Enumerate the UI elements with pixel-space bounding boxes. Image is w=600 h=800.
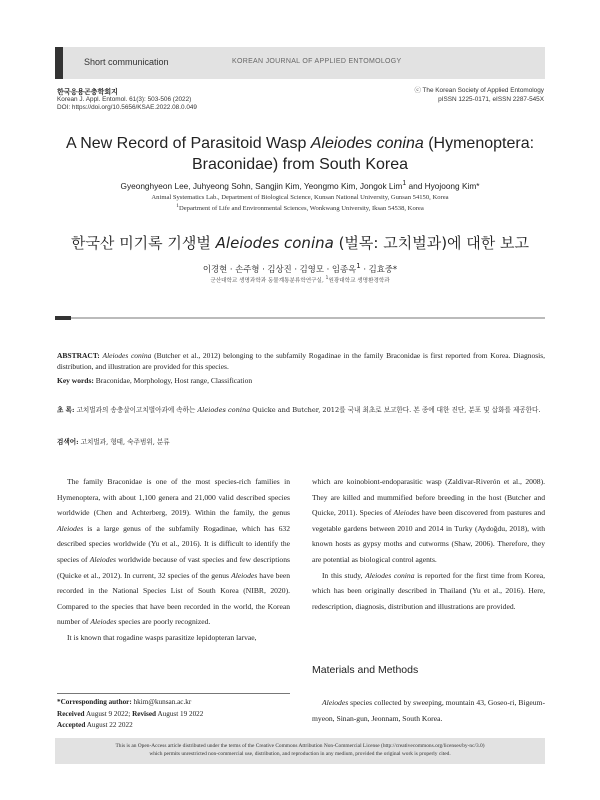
text: In this study, <box>322 570 366 580</box>
affiliation-2: Department of Life and Environmental Sciences, Wonkwang University, Iksan 54538, Korea <box>178 205 424 213</box>
abstract-label: ABSTRACT: <box>57 351 100 360</box>
korean-authors <box>55 262 545 275</box>
text: The family Braconidae is one of the most species-rich families in Hymenoptera, with about 1,100 genera and 21,000 valid described species worldwide (Chen and Achterberg, 2019). Within the family, the genus <box>57 477 290 518</box>
text: worldwide because of vast species and few descriptions (Quicke et al., 2012). In current, 32 species of the genus <box>57 554 290 580</box>
korean-keywords-label: 검색어: <box>57 438 79 446</box>
received-date: August 9 2022; <box>84 709 133 718</box>
paragraph-2: It is known that rogadine wasps parasitize lepidopteran larvae, <box>67 632 257 642</box>
issn: pISSN 1225-0171, eISSN 2287-545X <box>438 95 544 103</box>
footnote-divider <box>57 693 290 694</box>
korean-abstract-text: Quicke and Butcher, 2012를 국내 최초로 보고한다. 본 종에 대한 진단, 분포 및 삽화를 제공한다. <box>250 406 541 414</box>
abstract-species: Aleiodes conina <box>102 351 152 360</box>
footnote <box>57 697 203 732</box>
divider-accent <box>55 316 71 320</box>
text: species are poorly recognized. <box>116 617 211 627</box>
korean-abstract-species: Aleiodes conina <box>197 406 251 414</box>
corresponding-label: *Corresponding author: <box>57 698 132 706</box>
accepted-date: August 22 2022 <box>85 721 133 729</box>
header-bar-accent <box>55 47 63 79</box>
author-sup: 1 <box>402 180 407 187</box>
received-label: Received <box>57 709 85 718</box>
paragraph-1 <box>57 474 290 630</box>
text: have been recorded in the National Species List of South Korea (NIBR, 2020). Compared to the species that have been recorded in the world, the Korean number of <box>57 570 291 627</box>
paragraph-3 <box>312 474 545 568</box>
abstract-text: (Butcher et al., 2012) belonging to the subfamily Rogadinae in the family Braconidae is first reported from Korea. Diagnosis, distribution, and illustration are provided for this species. <box>57 351 546 371</box>
korean-affiliations <box>55 276 545 284</box>
text: is reported for the first time from Korea, which has been originally described in Thailand (Yu et al., 2016). Here, redescription, diagnosis, distribution and illustrations are provided. <box>312 570 546 611</box>
title-species: Aleiodes conina <box>310 135 424 152</box>
title-line2: Braconidae) from South Korea <box>191 156 409 173</box>
society: ⓒ The Korean Society of Applied Entomology <box>414 87 544 94</box>
revised-date: August 19 2022 <box>156 709 204 718</box>
korean-author-names: 이경현 · 손주형 · 김상진 · 김영모 · 임종옥 <box>202 263 357 274</box>
genus: Aleiodes <box>322 698 349 707</box>
korean-keywords <box>57 436 545 446</box>
korean-author-sup: 1 <box>356 262 361 270</box>
author-names: Gyeonghyeon Lee, Juhyeong Sohn, Sangjin Kim, Yeongmo Kim, Jongok Lim <box>120 180 403 191</box>
author-names-end: and Hyojoong Kim* <box>406 180 480 191</box>
license-box <box>55 738 545 764</box>
korean-keywords-text: 고치벌과, 형태, 숙주범위, 분류 <box>78 438 170 446</box>
species: Aleiodes conina <box>365 570 415 580</box>
korean-abstract-label: 초 록: <box>57 406 75 414</box>
license-line-2: which permits unrestricted non-commercial use, distribution, and reproduction in any medium, provided the original work is properly cited. <box>149 751 451 757</box>
affiliations <box>55 193 545 213</box>
keywords <box>57 376 545 385</box>
genus: Aleiodes <box>393 508 420 518</box>
revised-label: Revised <box>132 709 157 718</box>
journal-name: KOREAN JOURNAL OF APPLIED ENTOMOLOGY <box>232 58 402 65</box>
corresponding-email: hkim@kunsan.ac.kr <box>131 698 192 706</box>
methods-text <box>312 695 545 726</box>
body-column-right <box>312 474 545 614</box>
korean-title <box>55 232 545 253</box>
korean-title-species: Aleiodes conina <box>215 234 334 252</box>
citation: Korean J. Appl. Entomol. 61(3): 503-506 (2022) <box>57 96 192 103</box>
korean-affil-part: 군산대학교 생명과학과 동물계통분류학연구실, <box>210 278 326 284</box>
body-column-left <box>57 474 290 646</box>
keywords-text: Braconidae, Morphology, Host range, Classification <box>93 376 253 385</box>
korean-abstract-text: 고치벌과의 송충살이고치벌아과에 속하는 <box>74 406 198 414</box>
text: species collected by sweeping, mountain 43, Goseo-ri, Bigeum-myeon, Sinan-gun, Jeonnam, South Korea. <box>312 698 545 723</box>
text: have been discovered from pastures and vegetable gardens between 2010 and 2014 in Turky (Aydoğdu, 2018), with known hosts as gypsy moths and cutworms (Shaw, 2006). Therefore, they are potential as biological control agents. <box>312 508 546 564</box>
genus: Aleiodes <box>90 617 117 627</box>
license-line-1: This is an Open-Access article distributed under the terms of the Creative Commons Attribution Non-Commercial License (http://creativecommons.org/licenses/by-nc/3.0) <box>115 743 485 749</box>
korean-abstract <box>57 405 545 416</box>
doi: DOI: https://doi.org/10.5656/KSAE.2022.08.0.049 <box>57 104 197 111</box>
text: is a large genus of the subfamily Rogadinae, which has 632 described species worldwide (Yu et al., 2016). It is difficult to identify the species of <box>57 523 290 564</box>
section-label: Short communication <box>84 57 169 67</box>
author-list <box>55 180 545 191</box>
affiliation-1: Animal Systematics Lab., Department of Biological Science, Kunsan National University, Gunsan 54150, Korea <box>151 194 449 201</box>
genus: Aleiodes <box>57 523 84 533</box>
accepted-label: Accepted <box>57 721 86 729</box>
korean-title-part: (벌목: 고치벌과)에 대한 보고 <box>333 234 530 252</box>
genus: Aleiodes <box>231 570 258 580</box>
korean-affil-sup: 1 <box>325 276 329 282</box>
society-block <box>414 87 544 104</box>
genus: Aleiodes <box>89 554 116 564</box>
journal-korean-name: 한국응용곤충학회지 <box>57 88 118 96</box>
citation-block <box>57 96 197 112</box>
section-heading-methods: Materials and Methods <box>312 664 419 676</box>
text: which are koinobiont-endoparasitic wasp (Zaldivar-Riverón et al., 2008). They are killed and mummified before breeding in the host (Butcher and Quicke, 2011). Species of <box>312 477 545 518</box>
title-part: A New Record of Parasitoid Wasp <box>65 135 311 152</box>
article-title <box>55 133 545 175</box>
title-part: (Hymenoptera: <box>423 135 535 152</box>
keywords-label: Key words: <box>57 376 94 385</box>
paragraph-4 <box>312 568 545 615</box>
divider <box>71 317 545 319</box>
korean-author-names-end: · 김효중* <box>360 263 398 274</box>
korean-title-part: 한국산 미기록 기생벌 <box>70 234 216 252</box>
affiliation-sup: 1 <box>176 203 179 209</box>
abstract <box>57 350 545 372</box>
paragraph-5 <box>312 695 545 726</box>
korean-affil-part: 원광대학교 생명환경학과 <box>328 278 390 284</box>
